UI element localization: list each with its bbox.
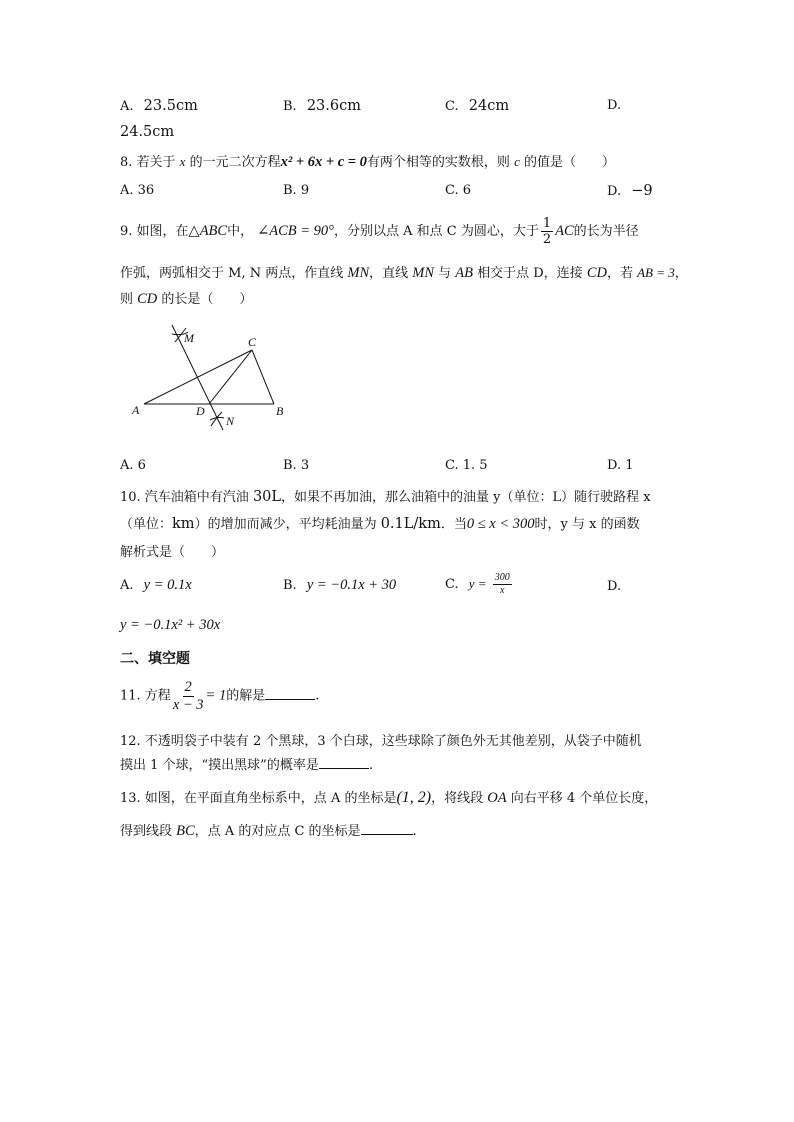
q8-option-c: C. 6 <box>445 183 472 198</box>
q9-stem-line-1: 9. 如图，在△ABC中， ∠ACB = 90°，分别以点 A 和点 C 为圆心，大于 $\frac{1}{2}$ AC的长为半径 <box>120 216 639 247</box>
q8-option-b: B. 9 <box>283 183 310 198</box>
q12-stem-line-1: 12. 不透明袋子中装有 2 个黑球，3 个白球，这些球除了颜色外无其他差别，从袋子中随机 <box>120 734 642 749</box>
q9-option-d: D. 1 <box>607 458 634 473</box>
q9-option-a: A. 6 <box>120 458 146 473</box>
q10-stem-line-3: 解析式是（ ） <box>120 545 225 560</box>
q11-stem: 11. 方程 $\frac{2}{x - 3}$ = 1的解是 . <box>120 679 320 713</box>
q9-stem-line-2: 作弧，两弧相交于 M, N 两点，作直线 MN，直线 MN 与 AB 相交于点 D，连接 CD，若 AB = 3， <box>120 265 688 281</box>
q10-option-a: A. y = 0.1x <box>120 577 192 593</box>
segment-bc <box>252 350 274 404</box>
label-m: M <box>184 331 194 345</box>
q10-stem-line-2: （单位：km）的增加而减少，平均耗油量为 0.1L/km．当0 ≤ x < 300时，y 与 x 的函数 <box>120 516 640 532</box>
segment-cd <box>209 350 252 404</box>
q10-stem-line-1: 10. 汽车油箱中有汽油 30L，如果不再加油，那么油箱中的油量 y（单位：L）随行驶路程 x <box>120 489 651 505</box>
q11-fraction: $\frac{2}{x - 3}$ <box>172 679 204 713</box>
q13-stem-line-2: 得到线段 BC，点 A 的对应点 C 的坐标是 . <box>120 823 417 839</box>
q12-stem-line-2: 摸出 1 个球，“摸出黑球”的概率是 . <box>120 758 373 773</box>
q7-option-b: B. 23.6cm <box>283 98 361 114</box>
q8-option-a: A. 36 <box>120 183 155 198</box>
label-c: C <box>248 335 257 349</box>
label-n: N <box>226 414 235 428</box>
q9-half-fraction: $\frac{1}{2}$ <box>542 216 552 247</box>
q10-option-b: B. y = −0.1x + 30 <box>283 577 397 593</box>
q10-option-c-fraction: $\frac{300}{x}$ <box>494 572 510 596</box>
q8-option-d: D. −9 <box>607 183 653 199</box>
q13-answer-blank[interactable] <box>361 823 413 835</box>
q7-option-d-label: D. <box>607 98 622 113</box>
q11-answer-blank[interactable] <box>265 688 315 700</box>
q10-option-c: C. y = $\frac{300}{x}$ <box>445 572 510 596</box>
q13-stem-line-1: 13. 如图，在平面直角坐标系中，点 A 的坐标是(1, 2)，将线段 OA 向右平移 4 个单位长度， <box>120 789 658 806</box>
q10-option-d-label: D. <box>607 579 622 594</box>
q8-equation: x² + 6x + c = 0 <box>280 154 367 170</box>
q9-stem-line-3: 则 CD 的长是（ ） <box>120 291 253 307</box>
q7-option-d-value: 24.5cm <box>120 124 175 140</box>
label-b: B <box>276 404 284 418</box>
q9-triangle-figure <box>128 320 298 435</box>
q12-answer-blank[interactable] <box>319 757 369 769</box>
section-heading-fill-in: 二、填空题 <box>120 651 190 667</box>
segment-ac <box>144 350 252 404</box>
q8-stem: 8. 若关于 x 的一元二次方程x² + 6x + c = 0有两个相等的实数根，则 c 的值是（ ） <box>120 154 615 170</box>
q10-option-d-value: y = −0.1x² + 30x <box>120 617 221 633</box>
q9-option-c: C. 1. 5 <box>445 458 488 473</box>
q7-option-c: C. 24cm <box>445 98 510 114</box>
label-d: D <box>196 404 205 418</box>
label-a: A <box>132 403 140 417</box>
q9-option-b: B. 3 <box>283 458 310 473</box>
q7-option-a: A. 23.5cm <box>120 98 198 114</box>
